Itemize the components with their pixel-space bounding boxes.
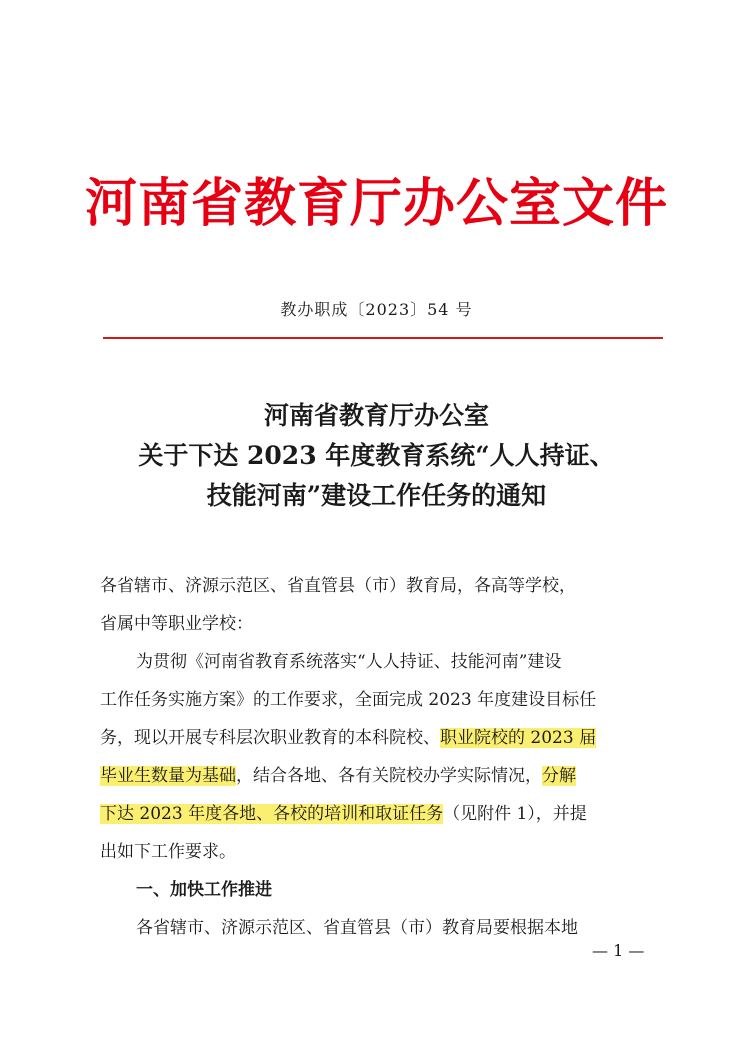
paragraph-1-line-5 <box>100 795 660 833</box>
section-1-heading: 一、加快工作推进 <box>136 880 272 900</box>
notice-title-line-1: 河南省教育厅办公室 <box>263 401 489 430</box>
document-number: 教办职成〔2023〕54 号 <box>280 300 473 319</box>
paragraph-1-line-4 <box>100 757 660 795</box>
addressee-line-1: 各省辖市、济源示范区、省直管县（市）教育局，各高等学校， <box>100 576 576 596</box>
section-1-line-1: 各省辖市、济源示范区、省直管县（市）教育局要根据本地 <box>136 918 578 938</box>
paragraph-1-line-5-text: （见附件 1），并提 <box>443 804 587 824</box>
paragraph-1-line-3 <box>100 719 660 757</box>
red-divider-line <box>103 337 663 339</box>
notice-title-line-2: 关于下达 2023 年度教育系统“人人持证、 <box>138 441 615 470</box>
highlighted-text: 职业院校的 2023 届 <box>440 728 597 748</box>
highlighted-text: 下达 2023 年度各地、各校的培训和取证任务 <box>100 804 444 824</box>
notice-title-line-3: 技能河南”建设工作任务的通知 <box>206 481 547 510</box>
paragraph-1-line-1: 为贯彻《河南省教育系统落实“人人持证、技能河南”建设 <box>136 652 562 672</box>
addressee-line-2: 省属中等职业学校： <box>100 614 253 634</box>
paragraph-1-line-4-text: ，结合各地、各有关院校办学实际情况， <box>236 766 542 786</box>
notice-body <box>100 567 660 947</box>
paragraph-1-line-6: 出如下工作要求。 <box>100 842 236 862</box>
highlighted-text: 分解 <box>542 766 576 786</box>
page-number: — 1 — <box>592 941 645 960</box>
notice-title <box>0 396 753 516</box>
paragraph-1-line-3-text: 务，现以开展专科层次职业教育的本科院校、 <box>100 728 440 748</box>
highlighted-text: 毕业生数量为基础 <box>100 766 236 786</box>
issuer-header-title: 河南省教育厅办公室文件 <box>84 173 668 234</box>
paragraph-1-line-2: 工作任务实施方案》的工作要求，全面完成 2023 年度建设目标任 <box>100 690 597 710</box>
